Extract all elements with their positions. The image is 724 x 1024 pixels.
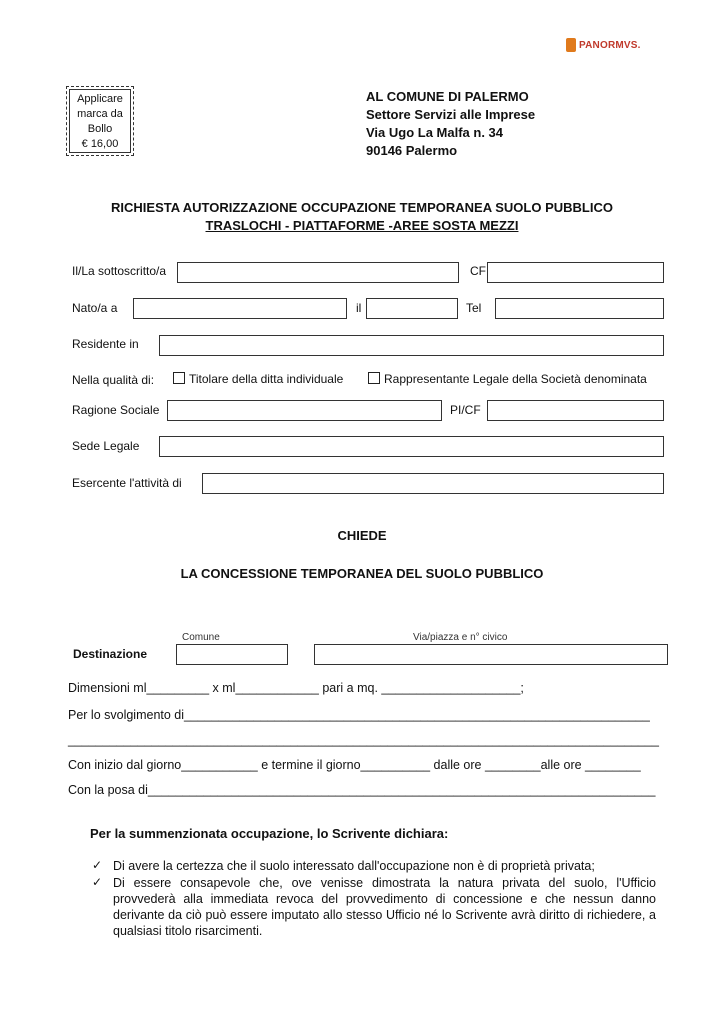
concessione-heading: LA CONCESSIONE TEMPORANEA DEL SUOLO PUBBLICO — [180, 566, 544, 581]
nato-field[interactable] — [133, 298, 347, 319]
sede-legale-label: Sede Legale — [72, 439, 140, 453]
document-subtitle-wrap — [60, 218, 664, 233]
document-subtitle: TRASLOCHI - PIATTAFORME -AREE SOSTA MEZZI — [205, 218, 519, 233]
residente-label: Residente in — [72, 337, 139, 351]
document-title: RICHIESTA AUTORIZZAZIONE OCCUPAZIONE TEMPORANEA SUOLO PUBBLICO — [111, 200, 613, 215]
checkmark-icon: ✓ — [92, 875, 103, 889]
sede-legale-field[interactable] — [159, 436, 664, 457]
ragione-sociale-field[interactable] — [167, 400, 442, 421]
sottoscritto-label: Il/La sottoscritto/a — [72, 264, 167, 278]
dichiara-item-2: Di essere consapevole che, ove venisse dimostrata la natura privata del suolo, l'Ufficio provvederà alla immediata revoca del provvedimento di concessione e che nessun danno derivante da ciò può essere imputato allo stesso Ufficio né lo Scrivente avrà diritto di richiedere, a qualsiasi titolo risarcimenti. — [113, 876, 656, 938]
bollo-line: € 16,00 — [81, 138, 119, 150]
addressee-block — [366, 88, 535, 160]
rappresentante-checkbox[interactable] — [368, 372, 380, 384]
bollo-line: Applicare — [77, 93, 123, 105]
dimensioni-line[interactable]: Dimensioni ml_________ x ml____________ pari a mq. ____________________; — [68, 681, 524, 695]
marca-da-bollo-box — [66, 86, 134, 156]
addressee-line: Settore Servizi alle Imprese — [366, 107, 536, 122]
blank-line[interactable]: _____________________________________________________________________________________ — [68, 733, 659, 747]
dichiara-heading: Per la summenzionata occupazione, lo Scrivente dichiara: — [90, 826, 449, 841]
addressee-line: AL COMUNE DI PALERMO — [366, 89, 529, 104]
bollo-line: marca da — [77, 108, 123, 120]
bollo-line: Bollo — [87, 123, 113, 135]
addressee-line: 90146 Palermo — [366, 143, 458, 158]
tel-label: Tel — [466, 301, 482, 315]
destinazione-label: Destinazione — [73, 647, 148, 661]
esercente-label: Esercente l'attività di — [72, 476, 182, 490]
qualita-label: Nella qualità di: — [72, 373, 155, 387]
nato-label: Nato/a a — [72, 301, 118, 315]
inizio-line[interactable]: Con inizio dal giorno___________ e termine il giorno__________ dalle ore ________alle ore ________ — [68, 758, 641, 772]
panormvs-logo — [566, 38, 641, 52]
cf-field[interactable] — [487, 262, 664, 283]
residente-field[interactable] — [159, 335, 664, 356]
comune-caption: Comune — [182, 632, 220, 643]
picf-label: PI/CF — [450, 403, 481, 417]
titolare-checkbox[interactable] — [173, 372, 185, 384]
il-label: il — [356, 301, 362, 315]
via-caption: Via/piazza e n° civico — [413, 632, 508, 643]
tel-field[interactable] — [495, 298, 664, 319]
cf-label: CF — [470, 264, 486, 278]
svolgimento-line[interactable]: Per lo svolgimento di___________________________________________________________________ — [68, 708, 650, 722]
via-field[interactable] — [314, 644, 668, 665]
comune-field[interactable] — [176, 644, 288, 665]
posa-line[interactable]: Con la posa di_________________________________________________________________________ — [68, 783, 656, 797]
dichiara-item-1: Di avere la certezza che il suolo interessato dall'occupazione non è di proprietà privata; — [113, 859, 595, 873]
titolare-label: Titolare della ditta individuale — [189, 372, 344, 386]
marca-da-bollo-text — [69, 89, 131, 153]
sottoscritto-field[interactable] — [177, 262, 459, 283]
chiede-heading: CHIEDE — [337, 528, 387, 543]
checkmark-icon: ✓ — [92, 858, 103, 872]
addressee-line: Via Ugo La Malfa n. 34 — [366, 125, 504, 140]
logo-mark-icon — [566, 38, 576, 52]
ragione-sociale-label: Ragione Sociale — [72, 403, 160, 417]
logo-text: PANORMVS. — [579, 39, 641, 51]
data-nascita-field[interactable] — [366, 298, 458, 319]
esercente-field[interactable] — [202, 473, 664, 494]
picf-field[interactable] — [487, 400, 664, 421]
rappresentante-label: Rappresentante Legale della Società denominata — [384, 372, 647, 386]
